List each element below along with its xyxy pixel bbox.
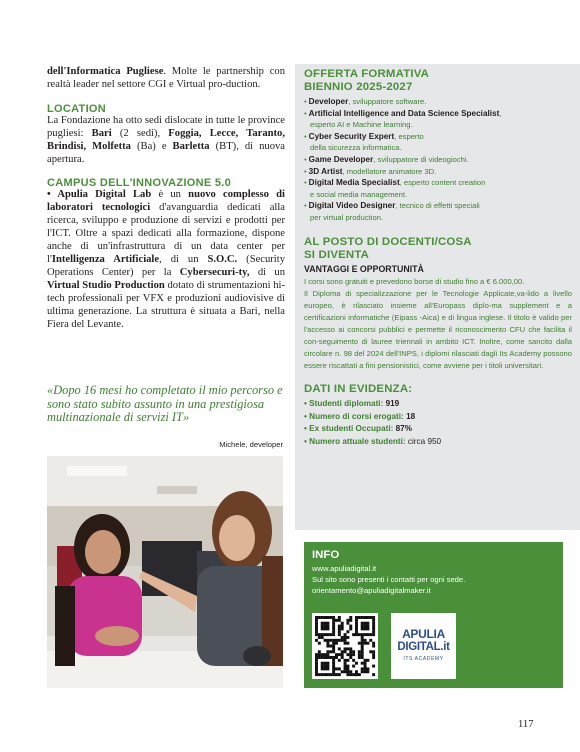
list-item: • Developer, sviluppatore software. [304,97,427,106]
quote-caption: Michele, developer [219,440,283,449]
right-column [304,68,572,448]
location-paragraph: La Fondazione ha otto sedi dislocate in tutte le province pugliesi: Bari (2 sedi), Foggia, Lecce, Taranto, Brindisi, Molfetta (Ba) e Barletta (BT), di nuova apertura. [47,114,285,165]
info-contacts-text: Sul sito sono presenti i contatti per ogni sede. [312,575,466,584]
campus-heading: CAMPUS DELL'INNOVAZIONE 5.0 [47,177,232,190]
vantaggi-subheading: VANTAGGI E OPPORTUNITÀ [304,263,424,274]
biennio-heading: BIENNIO 2025-2027 [304,81,413,93]
offerta-heading: OFFERTA FORMATIVA [304,68,430,80]
list-item: • 3D Artist, modellatore animatore 3D. [304,166,437,176]
apulia-digital-logo: APULIA DIGITAL.it ITS ACADEMY [391,613,456,679]
list-item: • Numero di corsi erogati: 18 [304,411,416,421]
student-quote: «Dopo 16 mesi ho completato il mio percorso e sono stato subito assunto in una prestigiosa multinazionale di servizi IT» [47,383,283,425]
docenti-heading: AL POSTO DI DOCENTI/COSA [304,235,472,248]
info-box [304,542,563,688]
page-number: 117 [518,719,534,730]
info-heading: INFO [312,549,340,561]
list-item: • Studenti diplomati: 919 [304,399,400,409]
vantaggi-paragraph-2: Il Diploma di specializzazione per le Tecnologie Applicate,va-lido a livello europeo, è rilasciato insieme all'Europass diplo-ma supplement e a certificazioni informatiche (Eipass -Aica) e di lingua inglese. Il titolo è valido per l'accesso ai concorsi pubblici e permette il riconoscimento CFU che facilita il con-seguimento di lauree triennali in ambito ICT. Inoltre, come sancito dalla circolare n. 98 del 2024 dell'INPS, i diplomi rilasciati dagli Its Academy possono essere riscattati a fini pensionistici, come avviene per i titoli universitari. [304,288,572,371]
list-item: • Game Developer, sviluppatore di videogiochi. [304,154,469,164]
stats-list [304,398,572,448]
list-item: • Cyber Security Expert, esperto della sicurezza informatica. [304,131,424,153]
location-heading: LOCATION [47,102,107,115]
students-photo-illustration [47,456,283,688]
list-item: • Numero attuale studenti: circa 950 [304,436,442,446]
qr-code[interactable] [312,613,378,679]
vantaggi-paragraph-1: I corsi sono gratuiti e prevedono borse di studio fino a € 6.000,00. [304,276,525,286]
campus-paragraph: • Apulia Digital Lab è un nuovo complesso di laboratori tecnologici d'avanguardia dedicati alla ricerca, sviluppo e produzione di servizi e prodotti per l'ICT. Oltre a spazi dedicati alla formazione, dispone anche di un'infrastruttura di un data center per l'Intelligenza Artificiale, di un S.O.C. (Security Operations Center) per la Cybersecuri-ty, di un Virtual Studio Production dotato di strumentazioni hi-tech professionali per VFX e produzioni audiovisive di ultima generazione. La struttura è situata a Bari, nella Fiera del Levante. [47,189,286,330]
list-item: • Digital Video Designer, tecnico di effetti speciali per virtual production. [304,201,480,222]
evidenza-heading: DATI IN EVIDENZA: [304,383,413,396]
courses-list [304,96,572,224]
list-item: • Artificial Intelligence and Data Science Specialist, esperto AI e Machine learning. [304,108,502,130]
list-item: • Digital Media Specialist, esperto content creation e social media management. [304,178,486,199]
website-link[interactable]: www.apuliadigital.it [312,564,377,573]
si-diventa-heading: SI DIVENTA [304,248,370,261]
qr-code-icon [312,613,378,679]
intro-paragraph: dell'Informatica Pugliese. Molte le partnership con realtà leader nel settore CGI e Virtual pro-duction. [47,66,285,90]
email-link[interactable]: orientamento@apuliadigitalmaker.it [312,586,431,595]
students-photo [47,456,283,688]
list-item: • Ex studenti Occupati: 87% [304,424,412,434]
left-column [47,66,285,331]
